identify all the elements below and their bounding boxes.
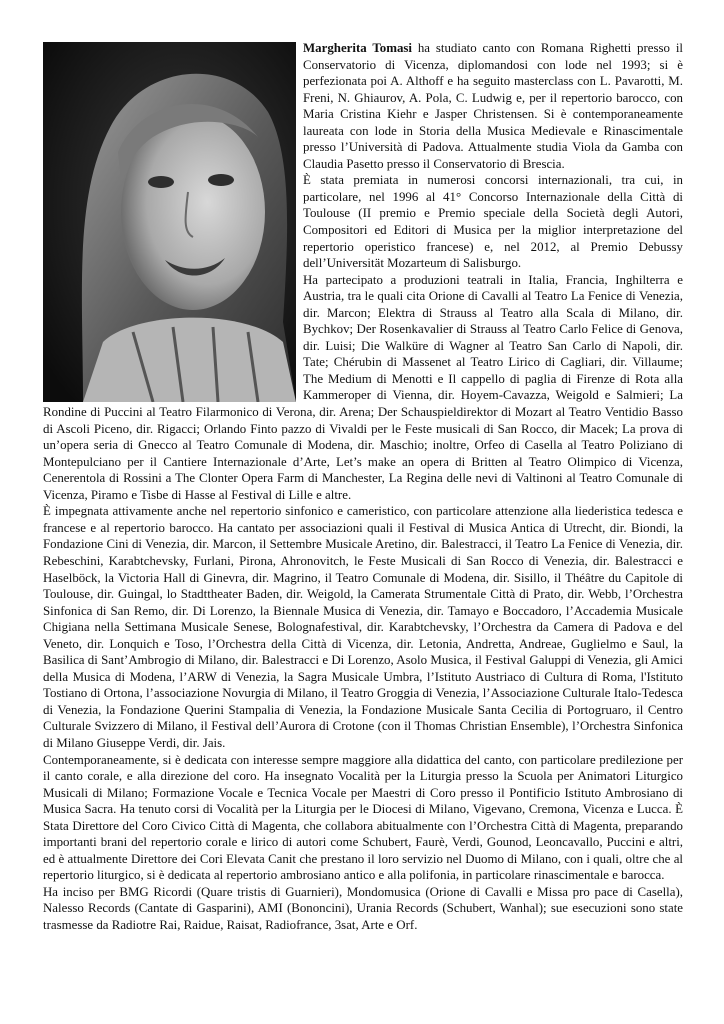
paragraph-awards: È stata premiata in numerosi concorsi internazionali, tra cui, in particolare, nel 1996 al 41° Concorso Internazionale della Città di Toulouse (II premio e Premio speciale della Società degli Autori, Compositori ed Editori di Musica per la miglior interpretazione del repertorio operistico francese) e, nel 2012, al Premio Debussy dell’Universität Mozarteum di Salisburgo. <box>303 173 683 271</box>
paragraph-opera-productions: Ha partecipato a produzioni teatrali in Italia, Francia, Inghilterra e Austria, tra le quali cita Orione di Cavalli al Teatro La Fenice di Venezia, dir. Marcon; Elektra di Strauss al Teatro alla Scala di Milano, dir. Bychkov; Der Rosenkavalier di Strauss al Teatro Carlo Felice di Genova, dir. Luisi; Die Walküre di Wagner al Teatro San Carlo di Napoli, dir. Tate; Chérubin di Massenet al Teatro Lirico di Cagliari, dir. Villaume; The Medium di Menotti e Il cappello di paglia di Firenze di Rota alla Kammeroper di Vienna, dir. Hoyem-Cavazza, Weigold e Salmieri; La Rondine di Puccini al Teatro Filarmonico di Verona, dir. Arena; Der Schauspieldirektor di Mozart al Teatro Ventidio Basso di Ascoli Piceno, dir. Rigacci; Orlando Finto pazzo di Vivaldi per le Feste musicali di San Rocco, dir Macek; La prova di un’opera seria di Gnecco al Teatro Comunale di Modena, dir. Maschio; inoltre, Orfeo di Casella al Teatro Poliziano di Montepulciano per il Cantiere Internazionale d’Arte, Let’s make an opera di Britten al Teatro Olimpico di Vicenza, Cenerentola di Rossini a The Clonter Opera Farm di Manchester, La Regina delle nevi di Valtinoni al Teatro Comunale di Vicenza, Piramo e Tisbe di Hasse al Festival di Lille e altre. <box>43 272 683 502</box>
paragraph-training-text: ha studiato canto con Romana Righetti presso il Conservatorio di Vicenza, diplomandosi con lode nel 1993; si è perfezionata poi A. Althoff e ha seguito masterclass con L. Pavarotti, M. Freni, N. Ghiaurov, A. Pola, C. Ludwig e, per il repertorio barocco, con Maria Cristina Kiehr e Jasper Christensen. Si è contemporaneamente laureata con lode in Storia della Musica Medievale e Rinascimentale presso l’Università di Padova. Attualmente studia Viola da Gamba con Claudia Pasetto presso il Conservatorio di Brescia. <box>303 41 683 171</box>
paragraph-teaching: Contemporaneamente, si è dedicata con interesse sempre maggiore alla didattica del canto, con particolare predilezione per il canto corale, e alla direzione del coro. Ha insegnato Vocalità per la Liturgia presso la Scuola per Animatori Liturgico Musicali di Milano; Formazione Vocale e Tecnica Vocale per Maestri di Coro presso il Pontificio Istituto Ambrosiano di Musica Sacra. Ha tenuto corsi di Vocalità per la Liturgia per le Diocesi di Milano, Vigevano, Cremona, Vicenza e Lucca. È Stata Direttore del Coro Civico Città di Magenta, che collabora abitualmente con l’Orchestra Città di Magenta, preparando importanti brani del repertorio corale e lirico di autori come Schubert, Faurè, Verdi, Gounod, Leoncavallo, Puccini e altri, ed è attualmente Direttore dei Cori Elevata Canit che prestano il loro servizio nel Duomo di Milano, con i quali, oltre che al repertorio liturgico, si è dedicata al repertorio ambrosiano antico e alla polifonia, in particolare rinascimentale e barocca. <box>43 752 683 883</box>
artist-name: Margherita Tomasi <box>303 41 412 55</box>
paragraph-concert-repertoire: È impegnata attivamente anche nel repertorio sinfonico e cameristico, con particolare attenzione alla liederistica tedesca e francese e al repertorio barocco. Ha cantato per associazioni quali il Festival di Musica Antica di Utrecht, dir. Biondi, la Fondazione Cini di Venezia, dir. Marcon, il Settembre Musicale Aretino, dir. Balestracci, il Teatro La Fenice di Venezia, dir. Rebeschini, Karabtchevsky, Furlani, Pirona, Ahronovitch, le Feste Musicali di San Rocco di Venezia, dir. Balestracci e Haselböck, la Victoria Hall di Ginevra, dir. Magrino, il Teatro Comunale di Modena, dir. Sisillo, il Théâtre du Capitole di Toulouse, dir. Guingal, lo Stadttheater Baden, dir. Weigold, la Camerata Strumentale Città di Prato, dir. Webb, l’Orchestra Sinfonica di San Remo, dir. Di Lorenzo, la Biennale Musica di Venezia, dir. Tamayo e Boccadoro, l’Accademia Musicale Chigiana nella Settimana Musicale Senese, Bolognafestival, dir. Karabtchevsky, l’Orchestra da Camera di Padova e del Veneto, dir. Lonquich e Toso, l’Orchestra della Città di Vicenza, dir. Letonia, Andretta, Andreae, Guglielmo e Saul, la Basilica di Sant’Ambrogio di Milano, dir. Balestracci e Di Lorenzo, Asolo Musica, il Festival Galuppi di Venezia, gli Amici della Musica di Modena, l’ARW di Venezia, la Sagra Musicale Umbra, l’Istituto Austriaco di Cultura di Roma, l'Istituto Tostiano di Ortona, l’associazione Novurgia di Milano, il Teatro Groggia di Venezia, l’Associazione Culturale Italo-Tedesca di Venezia, la Fondazione Querini Stampalia di Venezia, la Fondazione Musicale Santa Cecilia di Portogruaro, il Centro Culturale Svizzero di Milano, il Festival dell’Aurora di Crotone (con il Thomas Christian Ensemble), l’Orchestra Sinfonica di Milano Giuseppe Verdi, dir. Jais. <box>43 504 683 750</box>
portrait-photo <box>43 42 296 402</box>
portrait-image <box>43 42 296 402</box>
paragraph-recordings: Ha inciso per BMG Ricordi (Quare tristis di Guarnieri), Mondomusica (Orione di Cavalli e Missa pro pace di Casella), Nalesso Records (Cantate di Gasparini), AMI (Bononcini), Urania Records (Schubert, Wanhal); sue esecuzioni sono state trasmesse da Radiotre Rai, Raidue, Raisat, Radiofrance, 3sat, Arte e Orf. <box>43 884 683 932</box>
biography-document <box>43 40 683 934</box>
